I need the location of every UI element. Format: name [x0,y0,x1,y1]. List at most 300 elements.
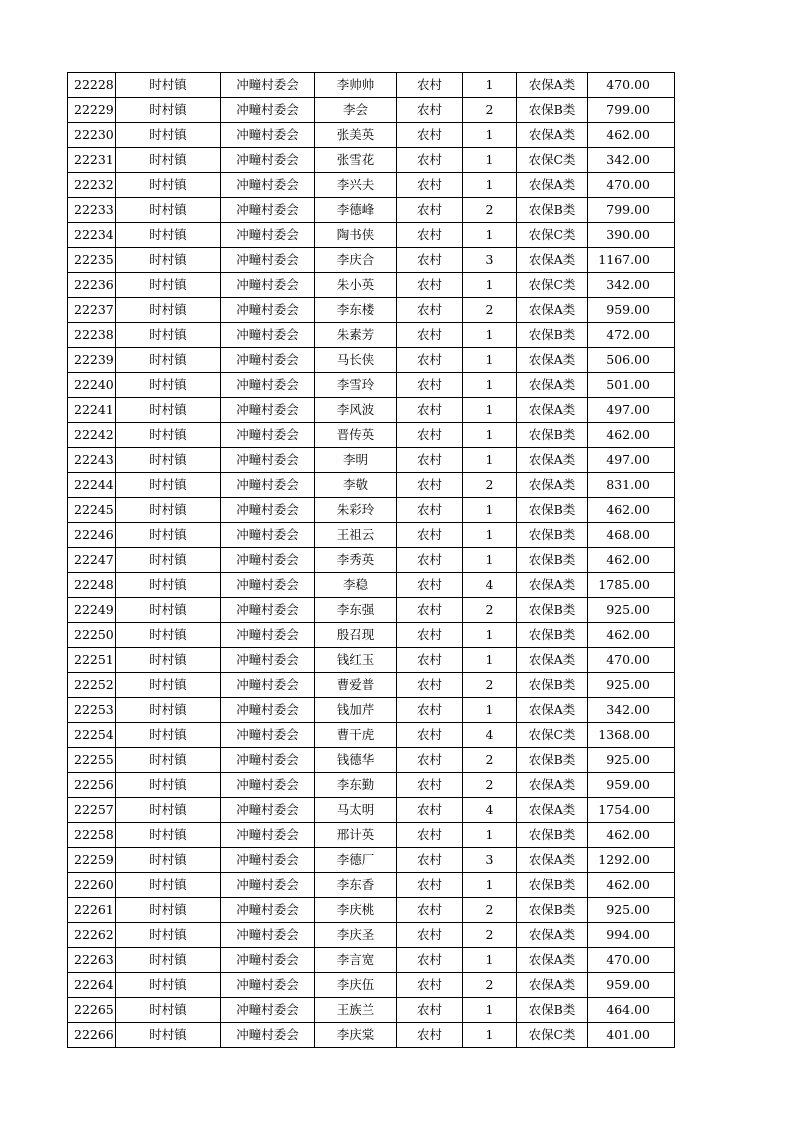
row-id-cell: 22260 [68,873,116,898]
insurance-category-cell: 农保A类 [517,923,588,948]
village-committee-cell: 冲疃村委会 [221,598,315,623]
household-count-cell: 1 [463,523,517,548]
household-count-cell: 2 [463,298,517,323]
insurance-category-cell: 农保A类 [517,298,588,323]
amount-cell: 799.00 [588,98,675,123]
person-name-cell: 李明 [315,448,397,473]
insurance-category-cell: 农保C类 [517,148,588,173]
residence-type-cell: 农村 [397,898,463,923]
row-id-cell: 22246 [68,523,116,548]
row-id-cell: 22254 [68,723,116,748]
town-cell: 时村镇 [116,948,221,973]
person-name-cell: 晋传英 [315,423,397,448]
person-name-cell: 李帅帅 [315,73,397,98]
amount-cell: 831.00 [588,473,675,498]
table-row [68,673,675,698]
village-committee-cell: 冲疃村委会 [221,873,315,898]
household-count-cell: 4 [463,723,517,748]
row-id-cell: 22233 [68,198,116,223]
household-count-cell: 1 [463,348,517,373]
person-name-cell: 张雪花 [315,148,397,173]
table-row [68,323,675,348]
amount-cell: 470.00 [588,948,675,973]
row-id-cell: 22228 [68,73,116,98]
person-name-cell: 李德峰 [315,198,397,223]
amount-cell: 462.00 [588,423,675,448]
row-id-cell: 22238 [68,323,116,348]
town-cell: 时村镇 [116,123,221,148]
table-row [68,498,675,523]
amount-cell: 462.00 [588,548,675,573]
table-row [68,873,675,898]
village-committee-cell: 冲疃村委会 [221,948,315,973]
person-name-cell: 李庆伍 [315,973,397,998]
residence-type-cell: 农村 [397,773,463,798]
town-cell: 时村镇 [116,373,221,398]
amount-cell: 462.00 [588,873,675,898]
town-cell: 时村镇 [116,148,221,173]
table-row [68,948,675,973]
amount-cell: 925.00 [588,673,675,698]
person-name-cell: 李会 [315,98,397,123]
amount-cell: 925.00 [588,598,675,623]
household-count-cell: 1 [463,698,517,723]
household-count-cell: 1 [463,498,517,523]
household-count-cell: 2 [463,748,517,773]
village-committee-cell: 冲疃村委会 [221,448,315,473]
table-row [68,398,675,423]
village-committee-cell: 冲疃村委会 [221,273,315,298]
household-count-cell: 1 [463,373,517,398]
village-committee-cell: 冲疃村委会 [221,698,315,723]
village-committee-cell: 冲疃村委会 [221,148,315,173]
household-count-cell: 1 [463,173,517,198]
insurance-category-cell: 农保C类 [517,273,588,298]
household-count-cell: 1 [463,73,517,98]
amount-cell: 342.00 [588,148,675,173]
person-name-cell: 李兴夫 [315,173,397,198]
insurance-category-cell: 农保B类 [517,748,588,773]
village-committee-cell: 冲疃村委会 [221,673,315,698]
village-committee-cell: 冲疃村委会 [221,623,315,648]
row-id-cell: 22231 [68,148,116,173]
residence-type-cell: 农村 [397,473,463,498]
insurance-category-cell: 农保B类 [517,598,588,623]
table-row [68,1023,675,1048]
residence-type-cell: 农村 [397,673,463,698]
row-id-cell: 22256 [68,773,116,798]
town-cell: 时村镇 [116,623,221,648]
row-id-cell: 22251 [68,648,116,673]
town-cell: 时村镇 [116,73,221,98]
row-id-cell: 22242 [68,423,116,448]
residence-type-cell: 农村 [397,73,463,98]
amount-cell: 462.00 [588,123,675,148]
town-cell: 时村镇 [116,648,221,673]
town-cell: 时村镇 [116,448,221,473]
table-row [68,898,675,923]
household-count-cell: 1 [463,273,517,298]
row-id-cell: 22235 [68,248,116,273]
person-name-cell: 钱加芹 [315,698,397,723]
residence-type-cell: 农村 [397,498,463,523]
village-committee-cell: 冲疃村委会 [221,773,315,798]
insurance-category-cell: 农保C类 [517,223,588,248]
residence-type-cell: 农村 [397,548,463,573]
table-row [68,173,675,198]
row-id-cell: 22236 [68,273,116,298]
town-cell: 时村镇 [116,548,221,573]
row-id-cell: 22250 [68,623,116,648]
person-name-cell: 李东香 [315,873,397,898]
table-row [68,348,675,373]
village-committee-cell: 冲疃村委会 [221,173,315,198]
table-row [68,823,675,848]
row-id-cell: 22241 [68,398,116,423]
town-cell: 时村镇 [116,748,221,773]
household-count-cell: 1 [463,323,517,348]
person-name-cell: 钱德华 [315,748,397,773]
insurance-category-cell: 农保B类 [517,323,588,348]
insurance-category-cell: 农保A类 [517,373,588,398]
town-cell: 时村镇 [116,248,221,273]
row-id-cell: 22239 [68,348,116,373]
village-committee-cell: 冲疃村委会 [221,373,315,398]
row-id-cell: 22261 [68,898,116,923]
village-committee-cell: 冲疃村委会 [221,823,315,848]
household-count-cell: 1 [463,448,517,473]
person-name-cell: 李雪玲 [315,373,397,398]
household-count-cell: 2 [463,98,517,123]
town-cell: 时村镇 [116,198,221,223]
insurance-category-cell: 农保B类 [517,198,588,223]
village-committee-cell: 冲疃村委会 [221,73,315,98]
table-row [68,998,675,1023]
town-cell: 时村镇 [116,573,221,598]
table-row [68,848,675,873]
household-count-cell: 1 [463,948,517,973]
table-row [68,148,675,173]
person-name-cell: 马长侠 [315,348,397,373]
table-row [68,973,675,998]
residence-type-cell: 农村 [397,623,463,648]
amount-cell: 1368.00 [588,723,675,748]
residence-type-cell: 农村 [397,923,463,948]
household-count-cell: 1 [463,998,517,1023]
household-count-cell: 1 [463,548,517,573]
residence-type-cell: 农村 [397,573,463,598]
household-count-cell: 2 [463,673,517,698]
household-count-cell: 3 [463,248,517,273]
town-cell: 时村镇 [116,273,221,298]
amount-cell: 959.00 [588,773,675,798]
amount-cell: 925.00 [588,748,675,773]
person-name-cell: 李言宽 [315,948,397,973]
amount-cell: 470.00 [588,648,675,673]
insurance-category-cell: 农保B类 [517,673,588,698]
amount-cell: 470.00 [588,73,675,98]
row-id-cell: 22265 [68,998,116,1023]
person-name-cell: 李风波 [315,398,397,423]
insurance-category-cell: 农保A类 [517,973,588,998]
table-row [68,248,675,273]
person-name-cell: 王祖云 [315,523,397,548]
residence-type-cell: 农村 [397,998,463,1023]
row-id-cell: 22230 [68,123,116,148]
village-committee-cell: 冲疃村委会 [221,798,315,823]
person-name-cell: 李德厂 [315,848,397,873]
row-id-cell: 22262 [68,923,116,948]
amount-cell: 959.00 [588,298,675,323]
person-name-cell: 李庆棠 [315,1023,397,1048]
insurance-category-cell: 农保B类 [517,423,588,448]
person-name-cell: 李秀英 [315,548,397,573]
town-cell: 时村镇 [116,523,221,548]
row-id-cell: 22258 [68,823,116,848]
town-cell: 时村镇 [116,323,221,348]
amount-cell: 501.00 [588,373,675,398]
row-id-cell: 22244 [68,473,116,498]
village-committee-cell: 冲疃村委会 [221,323,315,348]
town-cell: 时村镇 [116,348,221,373]
residence-type-cell: 农村 [397,1023,463,1048]
village-committee-cell: 冲疃村委会 [221,123,315,148]
table-row [68,448,675,473]
residence-type-cell: 农村 [397,873,463,898]
amount-cell: 462.00 [588,623,675,648]
household-count-cell: 4 [463,573,517,598]
residence-type-cell: 农村 [397,248,463,273]
amount-cell: 1167.00 [588,248,675,273]
table-row [68,198,675,223]
row-id-cell: 22259 [68,848,116,873]
table-row [68,748,675,773]
table-row [68,473,675,498]
amount-cell: 464.00 [588,998,675,1023]
residence-type-cell: 农村 [397,173,463,198]
person-name-cell: 曹爱普 [315,673,397,698]
household-count-cell: 1 [463,1023,517,1048]
town-cell: 时村镇 [116,898,221,923]
row-id-cell: 22255 [68,748,116,773]
insurance-category-cell: 农保A类 [517,798,588,823]
amount-cell: 1292.00 [588,848,675,873]
insurance-category-cell: 农保A类 [517,698,588,723]
amount-cell: 470.00 [588,173,675,198]
table-row [68,648,675,673]
person-name-cell: 朱小英 [315,273,397,298]
town-cell: 时村镇 [116,873,221,898]
row-id-cell: 22237 [68,298,116,323]
residence-type-cell: 农村 [397,698,463,723]
residence-type-cell: 农村 [397,948,463,973]
table-row [68,698,675,723]
residence-type-cell: 农村 [397,598,463,623]
household-count-cell: 1 [463,423,517,448]
person-name-cell: 李庆合 [315,248,397,273]
row-id-cell: 22243 [68,448,116,473]
insurance-category-cell: 农保C类 [517,723,588,748]
residence-type-cell: 农村 [397,123,463,148]
residence-type-cell: 农村 [397,323,463,348]
household-count-cell: 1 [463,223,517,248]
residence-type-cell: 农村 [397,848,463,873]
person-name-cell: 钱红玉 [315,648,397,673]
residence-type-cell: 农村 [397,823,463,848]
table-row [68,98,675,123]
village-committee-cell: 冲疃村委会 [221,223,315,248]
table-row [68,798,675,823]
row-id-cell: 22248 [68,573,116,598]
town-cell: 时村镇 [116,998,221,1023]
person-name-cell: 朱素芳 [315,323,397,348]
household-count-cell: 2 [463,923,517,948]
row-id-cell: 22234 [68,223,116,248]
town-cell: 时村镇 [116,823,221,848]
table-body [68,73,675,1048]
residence-type-cell: 农村 [397,648,463,673]
row-id-cell: 22266 [68,1023,116,1048]
amount-cell: 994.00 [588,923,675,948]
person-name-cell: 李庆圣 [315,923,397,948]
town-cell: 时村镇 [116,98,221,123]
amount-cell: 506.00 [588,348,675,373]
person-name-cell: 李东勤 [315,773,397,798]
village-committee-cell: 冲疃村委会 [221,348,315,373]
amount-cell: 342.00 [588,273,675,298]
amount-cell: 497.00 [588,448,675,473]
person-name-cell: 李东强 [315,598,397,623]
town-cell: 时村镇 [116,473,221,498]
town-cell: 时村镇 [116,298,221,323]
allowance-table [67,72,675,1048]
person-name-cell: 邢计英 [315,823,397,848]
residence-type-cell: 农村 [397,748,463,773]
insurance-category-cell: 农保B类 [517,548,588,573]
residence-type-cell: 农村 [397,523,463,548]
household-count-cell: 2 [463,473,517,498]
residence-type-cell: 农村 [397,448,463,473]
table-row [68,123,675,148]
table-row [68,573,675,598]
table-row [68,423,675,448]
town-cell: 时村镇 [116,223,221,248]
table-row [68,298,675,323]
table-row [68,773,675,798]
table-row [68,373,675,398]
residence-type-cell: 农村 [397,973,463,998]
residence-type-cell: 农村 [397,798,463,823]
person-name-cell: 马太明 [315,798,397,823]
household-count-cell: 1 [463,873,517,898]
table-row [68,623,675,648]
table-row [68,523,675,548]
residence-type-cell: 农村 [397,298,463,323]
table-row [68,73,675,98]
village-committee-cell: 冲疃村委会 [221,548,315,573]
insurance-category-cell: 农保A类 [517,773,588,798]
village-committee-cell: 冲疃村委会 [221,898,315,923]
amount-cell: 390.00 [588,223,675,248]
insurance-category-cell: 农保B类 [517,823,588,848]
residence-type-cell: 农村 [397,373,463,398]
village-committee-cell: 冲疃村委会 [221,573,315,598]
household-count-cell: 1 [463,623,517,648]
town-cell: 时村镇 [116,498,221,523]
table-row [68,598,675,623]
insurance-category-cell: 农保A类 [517,948,588,973]
amount-cell: 959.00 [588,973,675,998]
person-name-cell: 殷召现 [315,623,397,648]
residence-type-cell: 农村 [397,398,463,423]
household-count-cell: 1 [463,123,517,148]
insurance-category-cell: 农保B类 [517,623,588,648]
household-count-cell: 2 [463,773,517,798]
village-committee-cell: 冲疃村委会 [221,498,315,523]
village-committee-cell: 冲疃村委会 [221,723,315,748]
village-committee-cell: 冲疃村委会 [221,473,315,498]
village-committee-cell: 冲疃村委会 [221,98,315,123]
row-id-cell: 22247 [68,548,116,573]
household-count-cell: 2 [463,898,517,923]
person-name-cell: 李敬 [315,473,397,498]
person-name-cell: 朱彩玲 [315,498,397,523]
row-id-cell: 22245 [68,498,116,523]
household-count-cell: 2 [463,598,517,623]
amount-cell: 342.00 [588,698,675,723]
insurance-category-cell: 农保B类 [517,523,588,548]
residence-type-cell: 农村 [397,98,463,123]
village-committee-cell: 冲疃村委会 [221,748,315,773]
household-count-cell: 4 [463,798,517,823]
row-id-cell: 22252 [68,673,116,698]
household-count-cell: 3 [463,848,517,873]
residence-type-cell: 农村 [397,148,463,173]
household-count-cell: 1 [463,148,517,173]
town-cell: 时村镇 [116,698,221,723]
amount-cell: 468.00 [588,523,675,548]
insurance-category-cell: 农保B类 [517,498,588,523]
table-row [68,548,675,573]
insurance-category-cell: 农保A类 [517,848,588,873]
person-name-cell: 王族兰 [315,998,397,1023]
person-name-cell: 李东楼 [315,298,397,323]
row-id-cell: 22240 [68,373,116,398]
village-committee-cell: 冲疃村委会 [221,398,315,423]
insurance-category-cell: 农保A类 [517,73,588,98]
row-id-cell: 22232 [68,173,116,198]
residence-type-cell: 农村 [397,423,463,448]
town-cell: 时村镇 [116,173,221,198]
insurance-category-cell: 农保A类 [517,573,588,598]
insurance-category-cell: 农保A类 [517,398,588,423]
person-name-cell: 李稳 [315,573,397,598]
town-cell: 时村镇 [116,423,221,448]
residence-type-cell: 农村 [397,273,463,298]
row-id-cell: 22263 [68,948,116,973]
insurance-category-cell: 农保A类 [517,248,588,273]
town-cell: 时村镇 [116,973,221,998]
amount-cell: 799.00 [588,198,675,223]
insurance-category-cell: 农保A类 [517,448,588,473]
person-name-cell: 陶书侠 [315,223,397,248]
village-committee-cell: 冲疃村委会 [221,1023,315,1048]
town-cell: 时村镇 [116,1023,221,1048]
row-id-cell: 22264 [68,973,116,998]
insurance-category-cell: 农保B类 [517,98,588,123]
household-count-cell: 1 [463,398,517,423]
town-cell: 时村镇 [116,598,221,623]
